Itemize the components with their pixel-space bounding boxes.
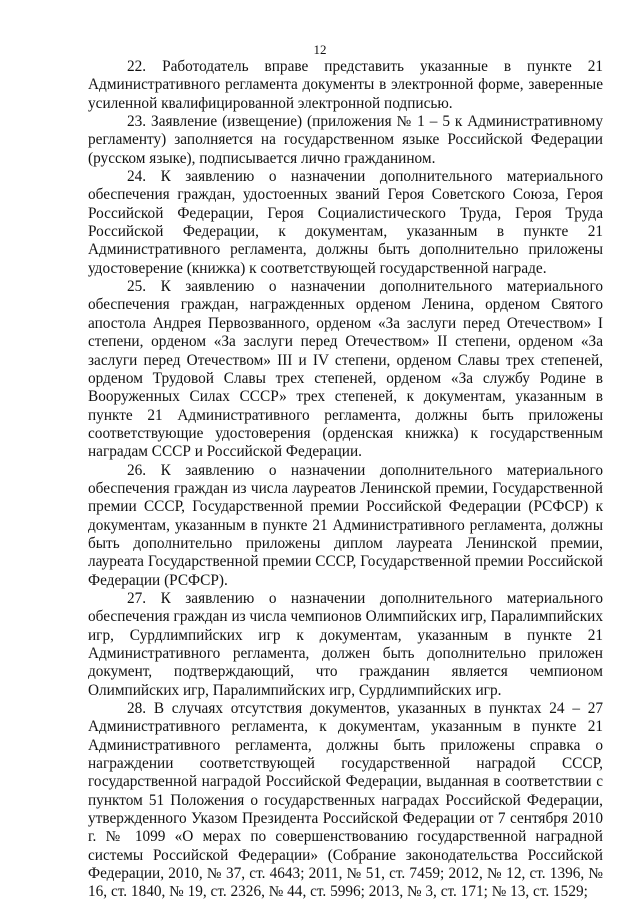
page-number: 12 [313, 42, 327, 57]
paragraph-28: 28. В случаях отсутствия документов, указанных в пунктах 24 – 27 Административного регламента, к документам, указанным в пункте 21 Административного регламента, должны быть приложены справка о награждении соответствующей государственной наградой СССР, государственной наградой Российской Федерации, выданная в соответствии с пунктом 51 Положения о государственных наградах Российской Федерации, утвержденного Указом Президента Российской Федерации от 7 сентября 2010 г. № 1099 «О мерах по совершенствованию государственной наградной системы Российской Федерации» (Собрание законодательства Российской Федерации, 2010, № 37, ст. 4643; 2011, № 51, ст. 7459; 2012, № 12, ст. 1396, № 16, ст. 1840, № 19, ст. 2326, № 44, ст. 5996; 2013, № 3, ст. 171; № 13, ст. 1529; [88, 700, 603, 901]
paragraph-25: 25. К заявлению о назначении дополнительного материального обеспечения граждан, награжденных орденом Ленина, орденом Святого апостола Андрея Первозванного, орденом «За заслуги перед Отечеством» I степени, орденом «За заслуги перед Отечеством» II степени, орденом «За заслуги перед Отечеством» III и IV степени, орденом Славы трех степеней, орденом Трудовой Славы трех степеней, орденом «За службу Родине в Вооруженных Силах СССР» трех степеней, к документам, указанным в пункте 21 Административного регламента, должны быть приложены соответствующие удостоверения (орденская книжка) к государственным наградам СССР и Российской Федерации. [88, 278, 603, 461]
paragraph-26: 26. К заявлению о назначении дополнительного материального обеспечения граждан из числа лауреатов Ленинской премии, Государственной премии СССР, Государственной премии Российской Федерации (РСФСР) к документам, указанным в пункте 21 Административного регламента, должны быть дополнительно приложены диплом лауреата Ленинской премии, лауреата Государственной премии СССР, Государственной премии Российской Федерации (РСФСР). [88, 461, 603, 589]
paragraph-22: 22. Работодатель вправе представить указанные в пункте 21 Административного регламента документы в электронной форме, заверенные усиленной квалифицированной электронной подписью. [88, 58, 603, 112]
document-body [88, 58, 603, 902]
paragraph-24: 24. К заявлению о назначении дополнительного материального обеспечения граждан, удостоенных званий Героя Советского Союза, Героя Российской Федерации, Героя Социалистического Труда, Героя Труда Российской Федерации, к документам, указанным в пункте 21 Административного регламента, должны быть дополнительно приложены удостоверение (книжка) к соответствующей государственной награде. [88, 168, 603, 277]
paragraph-23: 23. Заявление (извещение) (приложения № 1 – 5 к Административному регламенту) заполняется на государственном языке Российской Федерации (русском языке), подписывается лично гражданином. [88, 113, 603, 167]
paragraph-27: 27. К заявлению о назначении дополнительного материального обеспечения граждан из числа чемпионов Олимпийских игр, Паралимпийских игр, Сурдлимпийских игр к документам, указанным в пункте 21 Административного регламента, должен быть дополнительно приложен документ, подтверждающий, что гражданин является чемпионом Олимпийских игр, Паралимпийских игр, Сурдлимпийских игр. [88, 589, 603, 699]
